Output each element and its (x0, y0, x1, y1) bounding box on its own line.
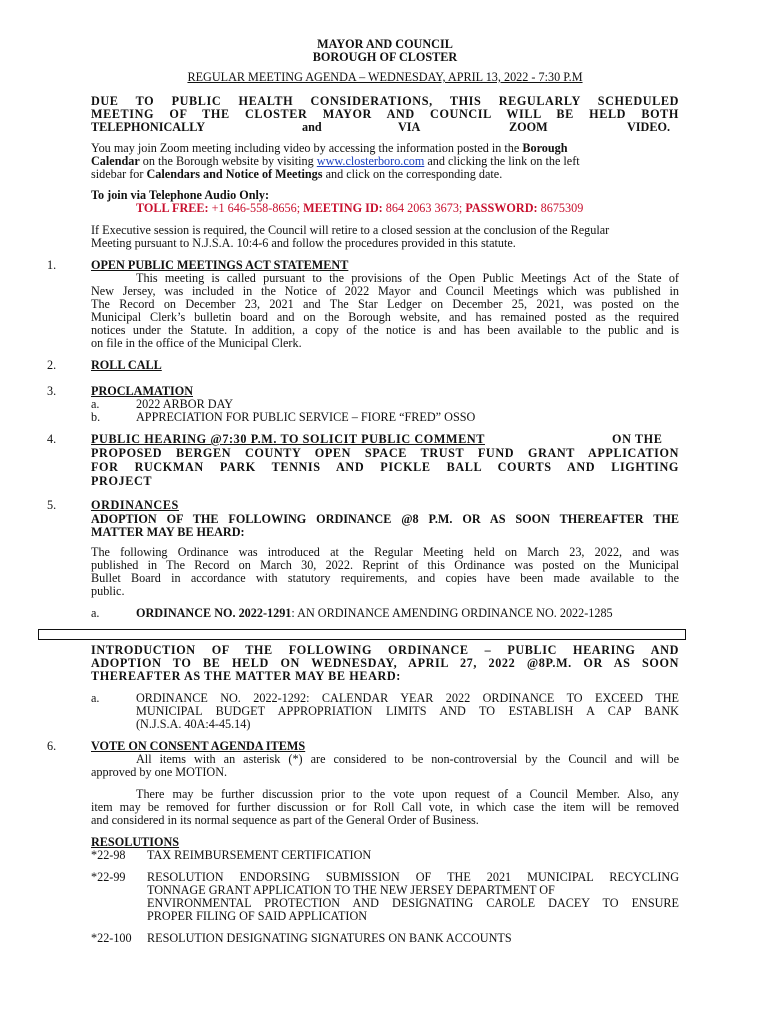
agenda-title: REGULAR MEETING AGENDA – WEDNESDAY, APRIL 13, 2022 - 7:30 P.M (187, 70, 583, 84)
resolution-22-98-text: TAX REIMBURSEMENT CERTIFICATION (147, 848, 372, 862)
ord-1292-line-2: MUNICIPAL BUDGET APPROPRIATION LIMITS AND TO ESTABLISH A CAP BANK (136, 704, 679, 718)
executive-line-1: If Executive session is required, the Council will retire to a closed session at the conclusion of the Regular (91, 223, 610, 237)
phone-line (136, 202, 583, 215)
calendar-bold: Calendar (91, 154, 140, 168)
resolution-22-98-number: *22-98 (91, 848, 126, 862)
resolution-22-99-line-4: PROPER FILING OF SAID APPLICATION (147, 909, 368, 923)
notice-line-3c: VIA (398, 120, 421, 134)
ord-1291-letter: a. (91, 606, 100, 620)
item-5-number: 5. (47, 498, 57, 512)
consent-p1-line-2: approved by one MOTION. (91, 765, 228, 779)
ord-1292-letter: a. (91, 691, 100, 705)
item-4-number: 4. (47, 432, 57, 446)
ord-1292-line-3: (N.J.S.A. 40A:4-45.14) (136, 717, 251, 731)
notice-line-2: MEETING OF THE CLOSTER MAYOR AND COUNCIL WILL BE HELD BOTH (91, 107, 679, 121)
consent-p1-line-1: All items with an asterisk (*) are considered to be non-controversial by the Council and will be (136, 752, 679, 766)
adoption-line-2: MATTER MAY BE HEARD: (91, 525, 245, 539)
opma-line-5: notices under the Statute. In addition, a copy of the notice is and has been available to the public and is (91, 323, 679, 337)
ord-1292-line-1: ORDINANCE NO. 2022-1292: CALENDAR YEAR 2022 ORDINANCE TO EXCEED THE (136, 691, 679, 705)
zoom-line-2-mid: on the Borough website by visiting (142, 154, 314, 168)
consent-p2-line-3: and considered in its normal sequence as part of the General Order of Business. (91, 813, 479, 827)
resolutions-heading: RESOLUTIONS (91, 835, 180, 849)
tollfree-label: TOLL FREE: (136, 201, 209, 215)
opma-line-1: This meeting is called pursuant to the provisions of the Open Public Meetings Act of the State of (136, 271, 679, 285)
item-4-title-u (91, 433, 485, 446)
introduction-line-1: INTRODUCTION OF THE FOLLOWING ORDINANCE – PUBLIC HEARING AND (91, 643, 679, 657)
ord-1291-number: ORDINANCE NO. 2022-1291 (136, 606, 292, 620)
ord-1291-title: : AN ORDINANCE AMENDING ORDINANCE NO. 2022-1285 (291, 606, 613, 620)
item-2-title: ROLL CALL (91, 358, 162, 372)
item-3a-letter: a. (91, 397, 100, 411)
item-3-number: 3. (47, 384, 57, 398)
zoom-line-3-pre: sidebar for (91, 167, 144, 181)
item-5-title: ORDINANCES (91, 498, 179, 512)
item-3a-text: 2022 ARBOR DAY (136, 397, 234, 411)
item-2-number: 2. (47, 358, 57, 372)
ord-intro-line-4: public. (91, 584, 125, 598)
notice-line-3d: ZOOM (509, 120, 548, 134)
header-line-1: MAYOR AND COUNCIL (317, 37, 453, 51)
calendars-notice-bold: Calendars and Notice of Meetings (146, 167, 323, 181)
opma-line-6: on file in the office of the Municipal Clerk. (91, 336, 302, 350)
opma-line-3: The Record on December 23, 2021 and The Star Ledger on December 25, 2021, was posted on the (91, 297, 679, 311)
resolution-22-99-line-2: TONNAGE GRANT APPLICATION TO THE NEW JERSEY DEPARTMENT OF (147, 883, 555, 897)
item-1-number: 1. (47, 258, 57, 272)
item-3b-text: APPRECIATION FOR PUBLIC SERVICE – FIORE “FRED” OSSO (136, 410, 476, 424)
adoption-line-1: ADOPTION OF THE FOLLOWING ORDINANCE @8 P.M. OR AS SOON THEREAFTER THE (91, 512, 679, 526)
resolution-22-99-number: *22-99 (91, 870, 126, 884)
ord-intro-line-2: published in The Record on March 30, 2022. Reprint of this Ordinance was posted on the Municipal (91, 558, 679, 572)
borough-bold: Borough (522, 141, 568, 155)
item-3b-letter: b. (91, 410, 101, 424)
executive-line-2: Meeting pursuant to N.J.S.A. 10:4-6 and follow the procedures provided in this statute. (91, 236, 516, 250)
item-4-title-rest: ON THE (612, 432, 663, 446)
meeting-id-value: 864 2063 3673; (385, 201, 463, 215)
item-4-line-2: PROPOSED BERGEN COUNTY OPEN SPACE TRUST FUND GRANT APPLICATION (91, 446, 679, 460)
introduction-line-2: ADOPTION TO BE HELD ON WEDNESDAY, APRIL 27, 2022 @8P.M. OR AS SOON (91, 656, 679, 670)
zoom-line-1-text: You may join Zoom meeting including video by accessing the information posted in the (91, 141, 520, 155)
public-hearing-title: PUBLIC HEARING @7:30 P.M. TO SOLICIT PUBLIC COMMENT (91, 432, 485, 446)
notice-line-1: DUE TO PUBLIC HEALTH CONSIDERATIONS, THIS REGULARLY SCHEDULED (91, 94, 679, 108)
opma-line-4: Municipal Clerk’s bulletin board and on the Borough website, and has remained posted as the required (91, 310, 679, 324)
closterboro-link[interactable]: www.closterboro.com (316, 154, 425, 168)
item-4-line-3: FOR RUCKMAN PARK TENNIS AND PICKLE BALL COURTS AND LIGHTING (91, 460, 679, 474)
item-3-title: PROCLAMATION (91, 384, 194, 398)
meeting-id-label: MEETING ID: (303, 201, 383, 215)
tollfree-value: +1 646-558-8656; (211, 201, 301, 215)
consent-p2-line-2: item may be removed for further discussion or for Roll Call vote, in which case the item will be removed (91, 800, 679, 814)
zoom-line-2-post: and clicking the link on the left (427, 154, 580, 168)
notice-line-3b: and (302, 120, 322, 134)
zoom-line-3 (91, 168, 502, 181)
password-label: PASSWORD: (465, 201, 538, 215)
resolution-22-99-line-1: RESOLUTION ENDORSING SUBMISSION OF THE 2021 MUNICIPAL RECYCLING (147, 870, 679, 884)
notice-line-3a: TELEPHONICALLY (91, 120, 206, 134)
resolution-22-99-line-3: ENVIRONMENTAL PROTECTION AND DESIGNATING CAROLE DACEY TO ENSURE (147, 896, 679, 910)
ord-1291 (136, 607, 613, 620)
resolution-22-100-text: RESOLUTION DESIGNATING SIGNATURES ON BANK ACCOUNTS (147, 931, 512, 945)
introduction-line-3: THEREAFTER AS THE MATTER MAY BE HEARD: (91, 669, 401, 683)
resolution-22-100-number: *22-100 (91, 931, 132, 945)
phone-heading: To join via Telephone Audio Only: (91, 188, 270, 202)
item-1-title: OPEN PUBLIC MEETINGS ACT STATEMENT (91, 258, 349, 272)
ord-intro-line-3: Bullet Board in accordance with statutory requirements, and copies have been made available to the (91, 571, 679, 585)
zoom-line-3-post: and click on the corresponding date. (325, 167, 503, 181)
section-divider-box (38, 629, 686, 640)
header-line-2: BOROUGH OF CLOSTER (312, 50, 458, 64)
password-value: 8675309 (540, 201, 584, 215)
item-6-number: 6. (47, 739, 57, 753)
consent-p2-line-1: There may be further discussion prior to the vote upon request of a Council Member. Also, any (136, 787, 679, 801)
item-4-line-4: PROJECT (91, 474, 153, 488)
notice-line-3e: VIDEO. (627, 120, 671, 134)
item-6-title: VOTE ON CONSENT AGENDA ITEMS (91, 739, 306, 753)
opma-line-2: New Jersey, was included in the Notice of 2022 Mayor and Council Meetings which was published in (91, 284, 679, 298)
ord-intro-line-1: The following Ordinance was introduced at the Regular Meeting held on March 23, 2022, and was (91, 545, 679, 559)
